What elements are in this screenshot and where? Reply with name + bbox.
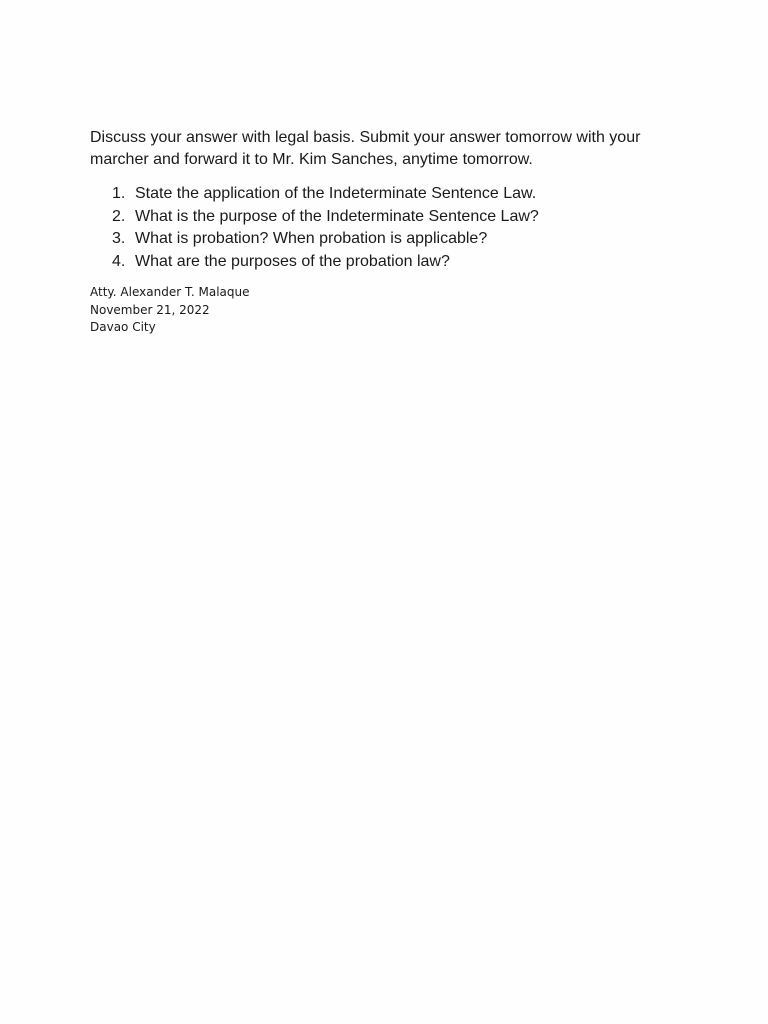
- list-item-number: 3.: [112, 230, 126, 247]
- list-item: [90, 206, 690, 229]
- signature-block: [90, 284, 690, 337]
- list-item-text: State the application of the Indeterminate Sentence Law.: [135, 185, 537, 202]
- document-body: [90, 127, 690, 337]
- signature-date: November 21, 2022: [90, 302, 210, 317]
- list-item-number: 2.: [112, 207, 126, 225]
- list-item: [90, 228, 690, 251]
- list-item: [90, 183, 690, 206]
- signature-location: Davao City: [90, 320, 156, 334]
- list-item-text: What are the purposes of the probation law?: [135, 252, 450, 270]
- list-item-number: 1.: [112, 185, 126, 202]
- list-item-text: What is the purpose of the Indeterminate Sentence Law?: [135, 207, 539, 225]
- instructions-paragraph: Discuss your answer with legal basis. Submit your answer tomorrow with your marcher and forward it to Mr. Kim Sanches, anytime tomorrow.: [90, 129, 641, 168]
- signature-name: Atty. Alexander T. Malaque: [90, 285, 250, 299]
- list-item: [90, 251, 690, 274]
- questions-list: [90, 183, 690, 273]
- list-item-text: What is probation? When probation is applicable?: [135, 230, 488, 247]
- list-item-number: 4.: [112, 252, 126, 270]
